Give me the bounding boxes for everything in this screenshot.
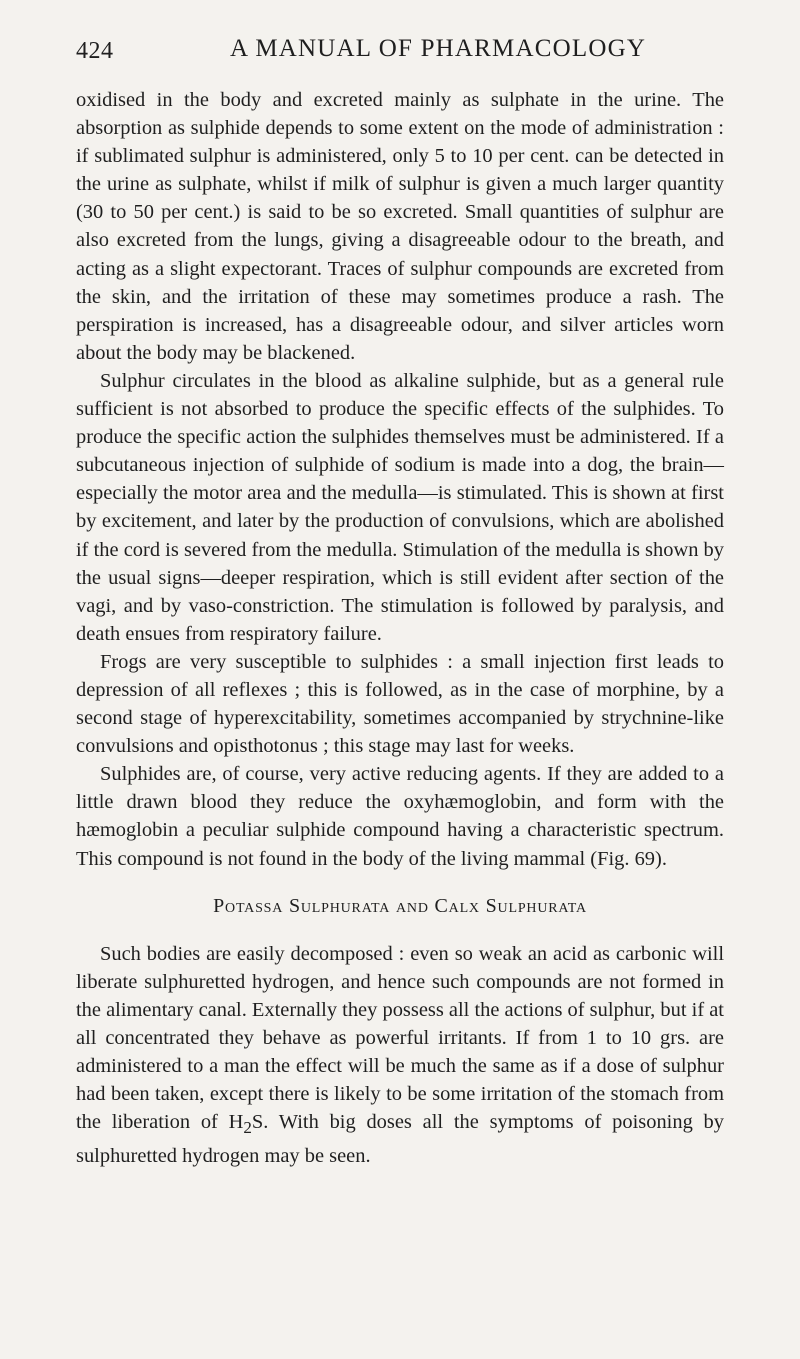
paragraph-frog-susceptibility: Frogs are very susceptible to sulphides : a small injection first leads to depression of all reflexes ; this is followed, as in the case of morphine, by a second stage of hyperexcitability, sometimes accompanied by strychnine-like convulsions and opisthotonus ; this stage may last for weeks. [76, 650, 724, 758]
paragraph-potassa-calx [76, 940, 724, 1171]
paragraph-potassa-calx-text-2: S. With big doses all the symptoms of poisoning by sulphuretted hydrogen may be seen. [76, 1111, 724, 1168]
paragraph-sulphur-excretion: oxidised in the body and excreted mainly as sulphate in the urine. The absorption as sulphide depends to some extent on the mode of administration : if sublimated sulphur is administered, only 5 to 10 per cent. can be detected in the urine as sulphate, whilst if milk of sulphur is given a much larger quantity (30 to 50 per cent.) is said to be so excreted. Small quantities of sulphur are also excreted from the lungs, giving a disagreeable odour to the breath, and acting as a slight expectorant. Traces of sulphur compounds are excreted from the skin, and the irritation of these may sometimes produce a rash. The perspiration is increased, has a disagreeable odour, and silver articles worn about the body may be blackened. [76, 89, 724, 364]
running-title: A MANUAL OF PHARMACOLOGY [230, 35, 647, 62]
h2s-subscript: 2 [243, 1118, 252, 1138]
page-body [76, 86, 724, 1170]
running-head [76, 34, 726, 74]
paragraph-reducing-agents: Sulphides are, of course, very active reducing agents. If they are added to a little drawn blood they reduce the oxyhæmoglobin, and form with the hæmoglobin a peculiar sulphide compound having a characteristic spectrum. This compound is not found in the body of the living mammal (Fig. 69). [76, 763, 724, 870]
paragraph-potassa-calx-text-1: Such bodies are easily decomposed : even so weak an acid as carbonic will liberate sulphuretted hydrogen, and hence such compounds are not formed in the alimentary canal. Externally they possess all the actions of sulphur, but if at all concentrated they behave as powerful irritants. If from 1 to 10 grs. are administered to a man the effect will be much the same as if a dose of sulphur had been taken, except there is likely to be some irritation of the stomach from the liberation of H [76, 942, 724, 1134]
paragraph-sulphide-circulation: Sulphur circulates in the blood as alkaline sulphide, but as a general rule sufficient is not absorbed to produce the specific effects of the sulphides. To produce the specific action the sulphides themselves must be administered. If a subcutaneous injection of sulphide of sodium is made into a dog, the brain—especially the motor area and the medulla—is stimulated. This is shown at first by excitement, and later by the production of convulsions, which are abolished if the cord is severed from the medulla. Stimulation of the medulla is shown by the usual signs—deeper respiration, which is still evident after section of the vagi, and by vaso-constriction. The stimulation is followed by paralysis, and death ensues from respiratory failure. [76, 369, 724, 645]
section-heading-potassa-calx: Potassa Sulphurata and Calx Sulphurata [213, 894, 587, 917]
page-number: 424 [76, 38, 114, 64]
